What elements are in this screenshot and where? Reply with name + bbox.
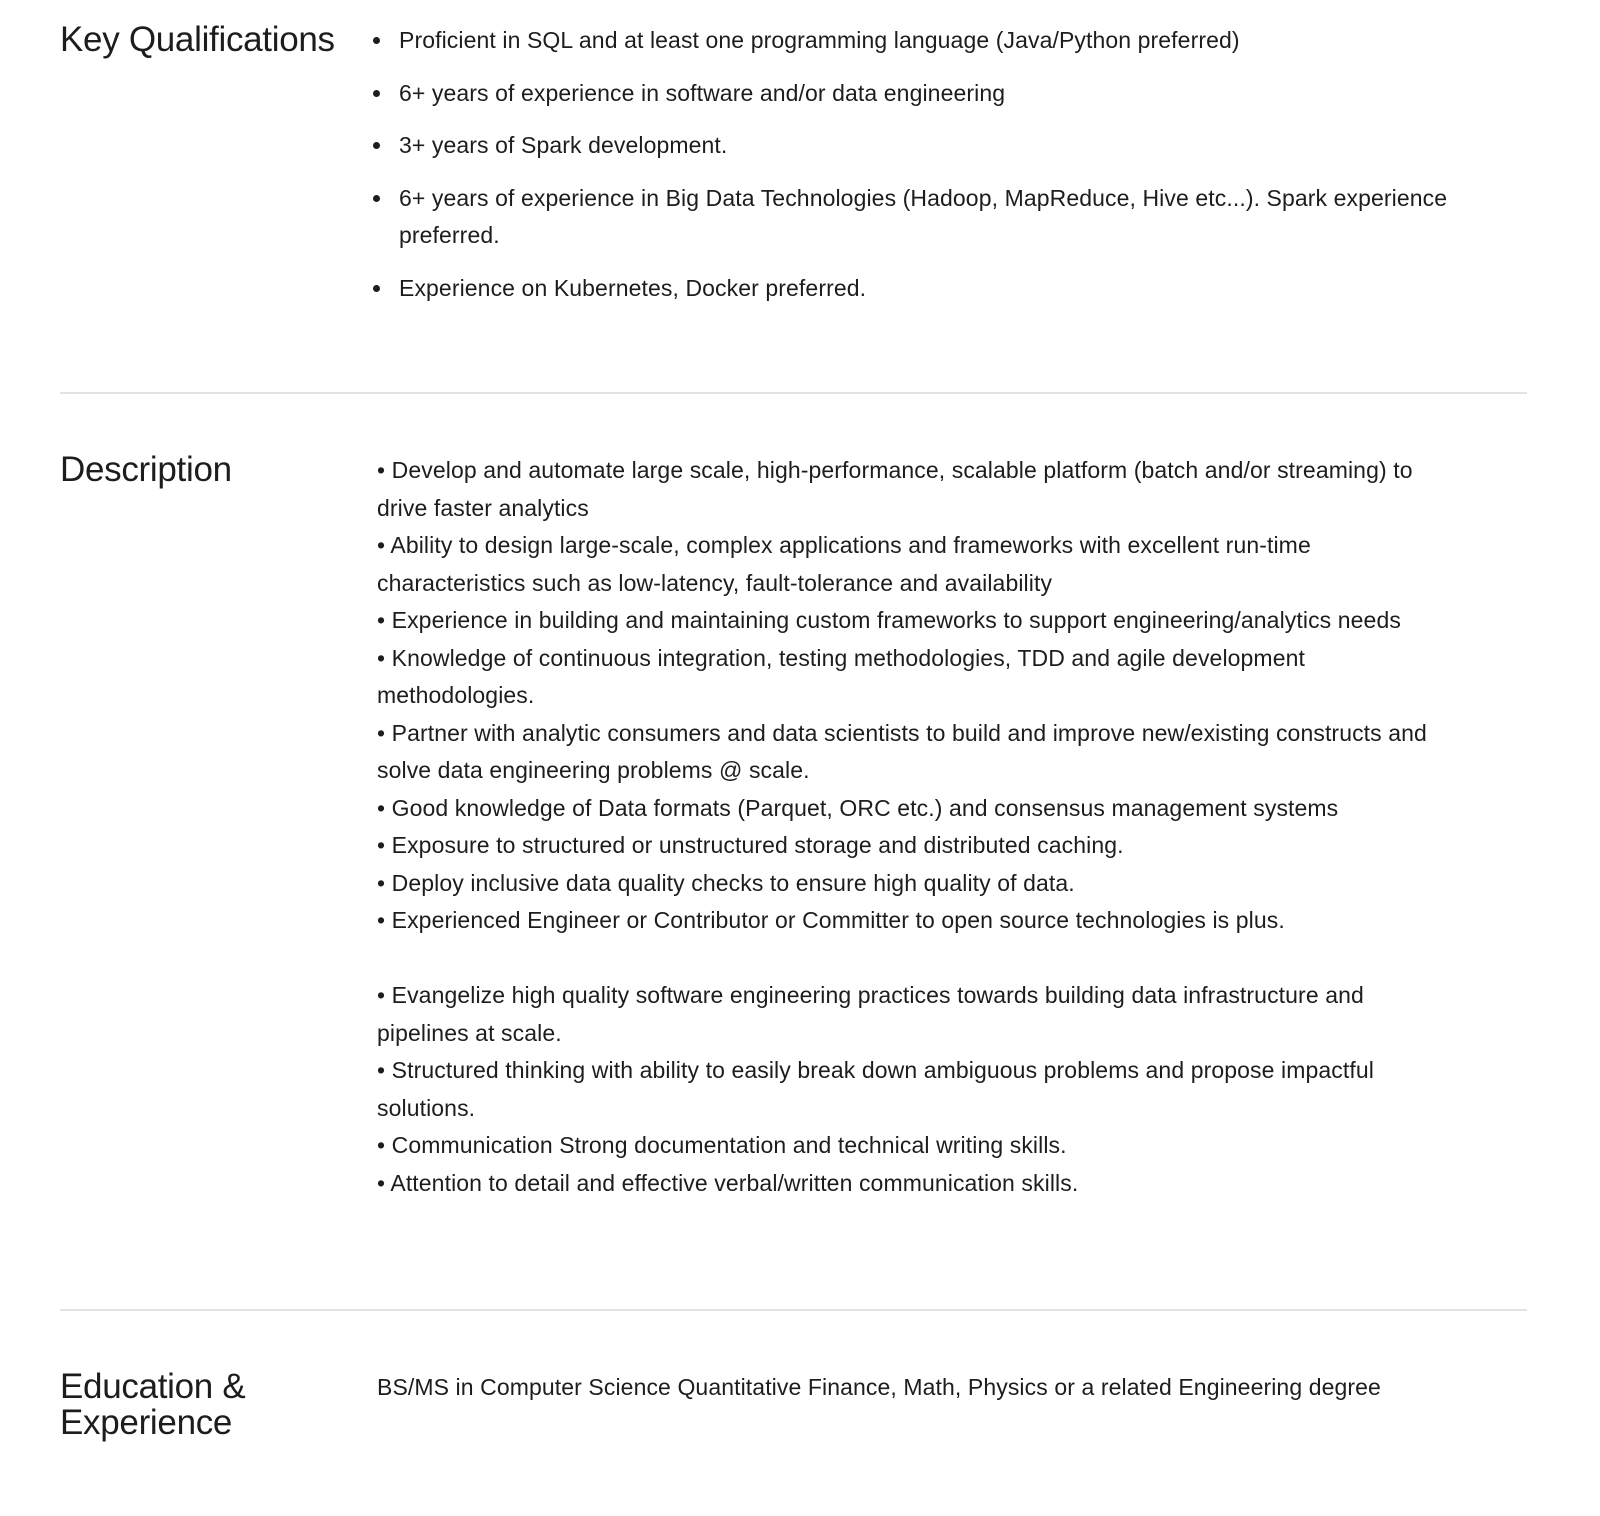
paragraph-spacer [377, 940, 1457, 978]
description-line: • Experienced Engineer or Contributor or Committer to open source technologies is plus. [377, 907, 1285, 933]
description-line: • Ability to design large-scale, complex applications and frameworks with excellent run-time characteristics such as low-latency, fault-tolerance and availability [377, 532, 1311, 596]
qualification-item [371, 270, 1461, 308]
qualification-item [371, 127, 1461, 165]
key-qualifications-heading: Key Qualifications [60, 20, 335, 59]
description-heading: Description [60, 450, 232, 489]
section-divider [60, 392, 1527, 394]
description-line: • Develop and automate large scale, high-performance, scalable platform (batch and/or streaming) to drive faster analytics [377, 457, 1413, 521]
description-line: • Communication Strong documentation and technical writing skills. [377, 1132, 1067, 1158]
qualification-item [371, 75, 1461, 113]
qualification-text: 6+ years of experience in Big Data Technologies (Hadoop, MapReduce, Hive etc...). Spark experience preferred. [399, 184, 1448, 248]
description-line: • Experience in building and maintaining custom frameworks to support engineering/analytics needs [377, 607, 1401, 633]
description-line: • Knowledge of continuous integration, testing methodologies, TDD and agile development methodologies. [377, 644, 1305, 708]
qualification-item [371, 22, 1461, 60]
education-heading-line: Education & [60, 1367, 246, 1406]
description-line: • Good knowledge of Data formats (Parquet, ORC etc.) and consensus management systems [377, 794, 1339, 821]
bullet-icon [373, 142, 380, 149]
description-line: • Deploy inclusive data quality checks to ensure high quality of data. [377, 869, 1075, 896]
bullet-icon [373, 37, 380, 44]
description-line: • Partner with analytic consumers and data scientists to build and improve new/existing constructs and solve data engineering problems @ scale. [377, 719, 1427, 783]
description-body [377, 452, 1457, 1202]
description-line: • Attention to detail and effective verbal/written communication skills. [377, 1169, 1079, 1196]
education-heading [60, 1369, 360, 1441]
key-qualifications-list [371, 22, 1461, 307]
education-section [60, 1369, 1527, 1469]
section-divider [60, 1309, 1527, 1311]
education-heading-line: Experience [60, 1403, 233, 1442]
description-line: • Exposure to structured or unstructured storage and distributed caching. [377, 832, 1124, 858]
qualification-item [371, 180, 1461, 255]
description-line: • Evangelize high quality software engineering practices towards building data infrastructure and pipelines at scale. [377, 982, 1364, 1046]
description-section [60, 452, 1527, 1252]
education-text: BS/MS in Computer Science Quantitative Finance, Math, Physics or a related Engineering degree [377, 1374, 1381, 1400]
key-qualifications-section [60, 22, 1527, 322]
key-qualifications-body [371, 22, 1461, 322]
qualification-text: Proficient in SQL and at least one programming language (Java/Python preferred) [399, 27, 1240, 53]
bullet-icon [373, 90, 380, 97]
bullet-icon [373, 195, 380, 202]
qualification-text: 3+ years of Spark development. [399, 132, 728, 158]
description-line: • Structured thinking with ability to easily break down ambiguous problems and propose impactful solutions. [377, 1057, 1374, 1121]
bullet-icon [373, 285, 380, 292]
qualification-text: 6+ years of experience in software and/or data engineering [399, 79, 1006, 106]
education-body [377, 1369, 1457, 1407]
qualification-text: Experience on Kubernetes, Docker preferred. [399, 274, 867, 301]
